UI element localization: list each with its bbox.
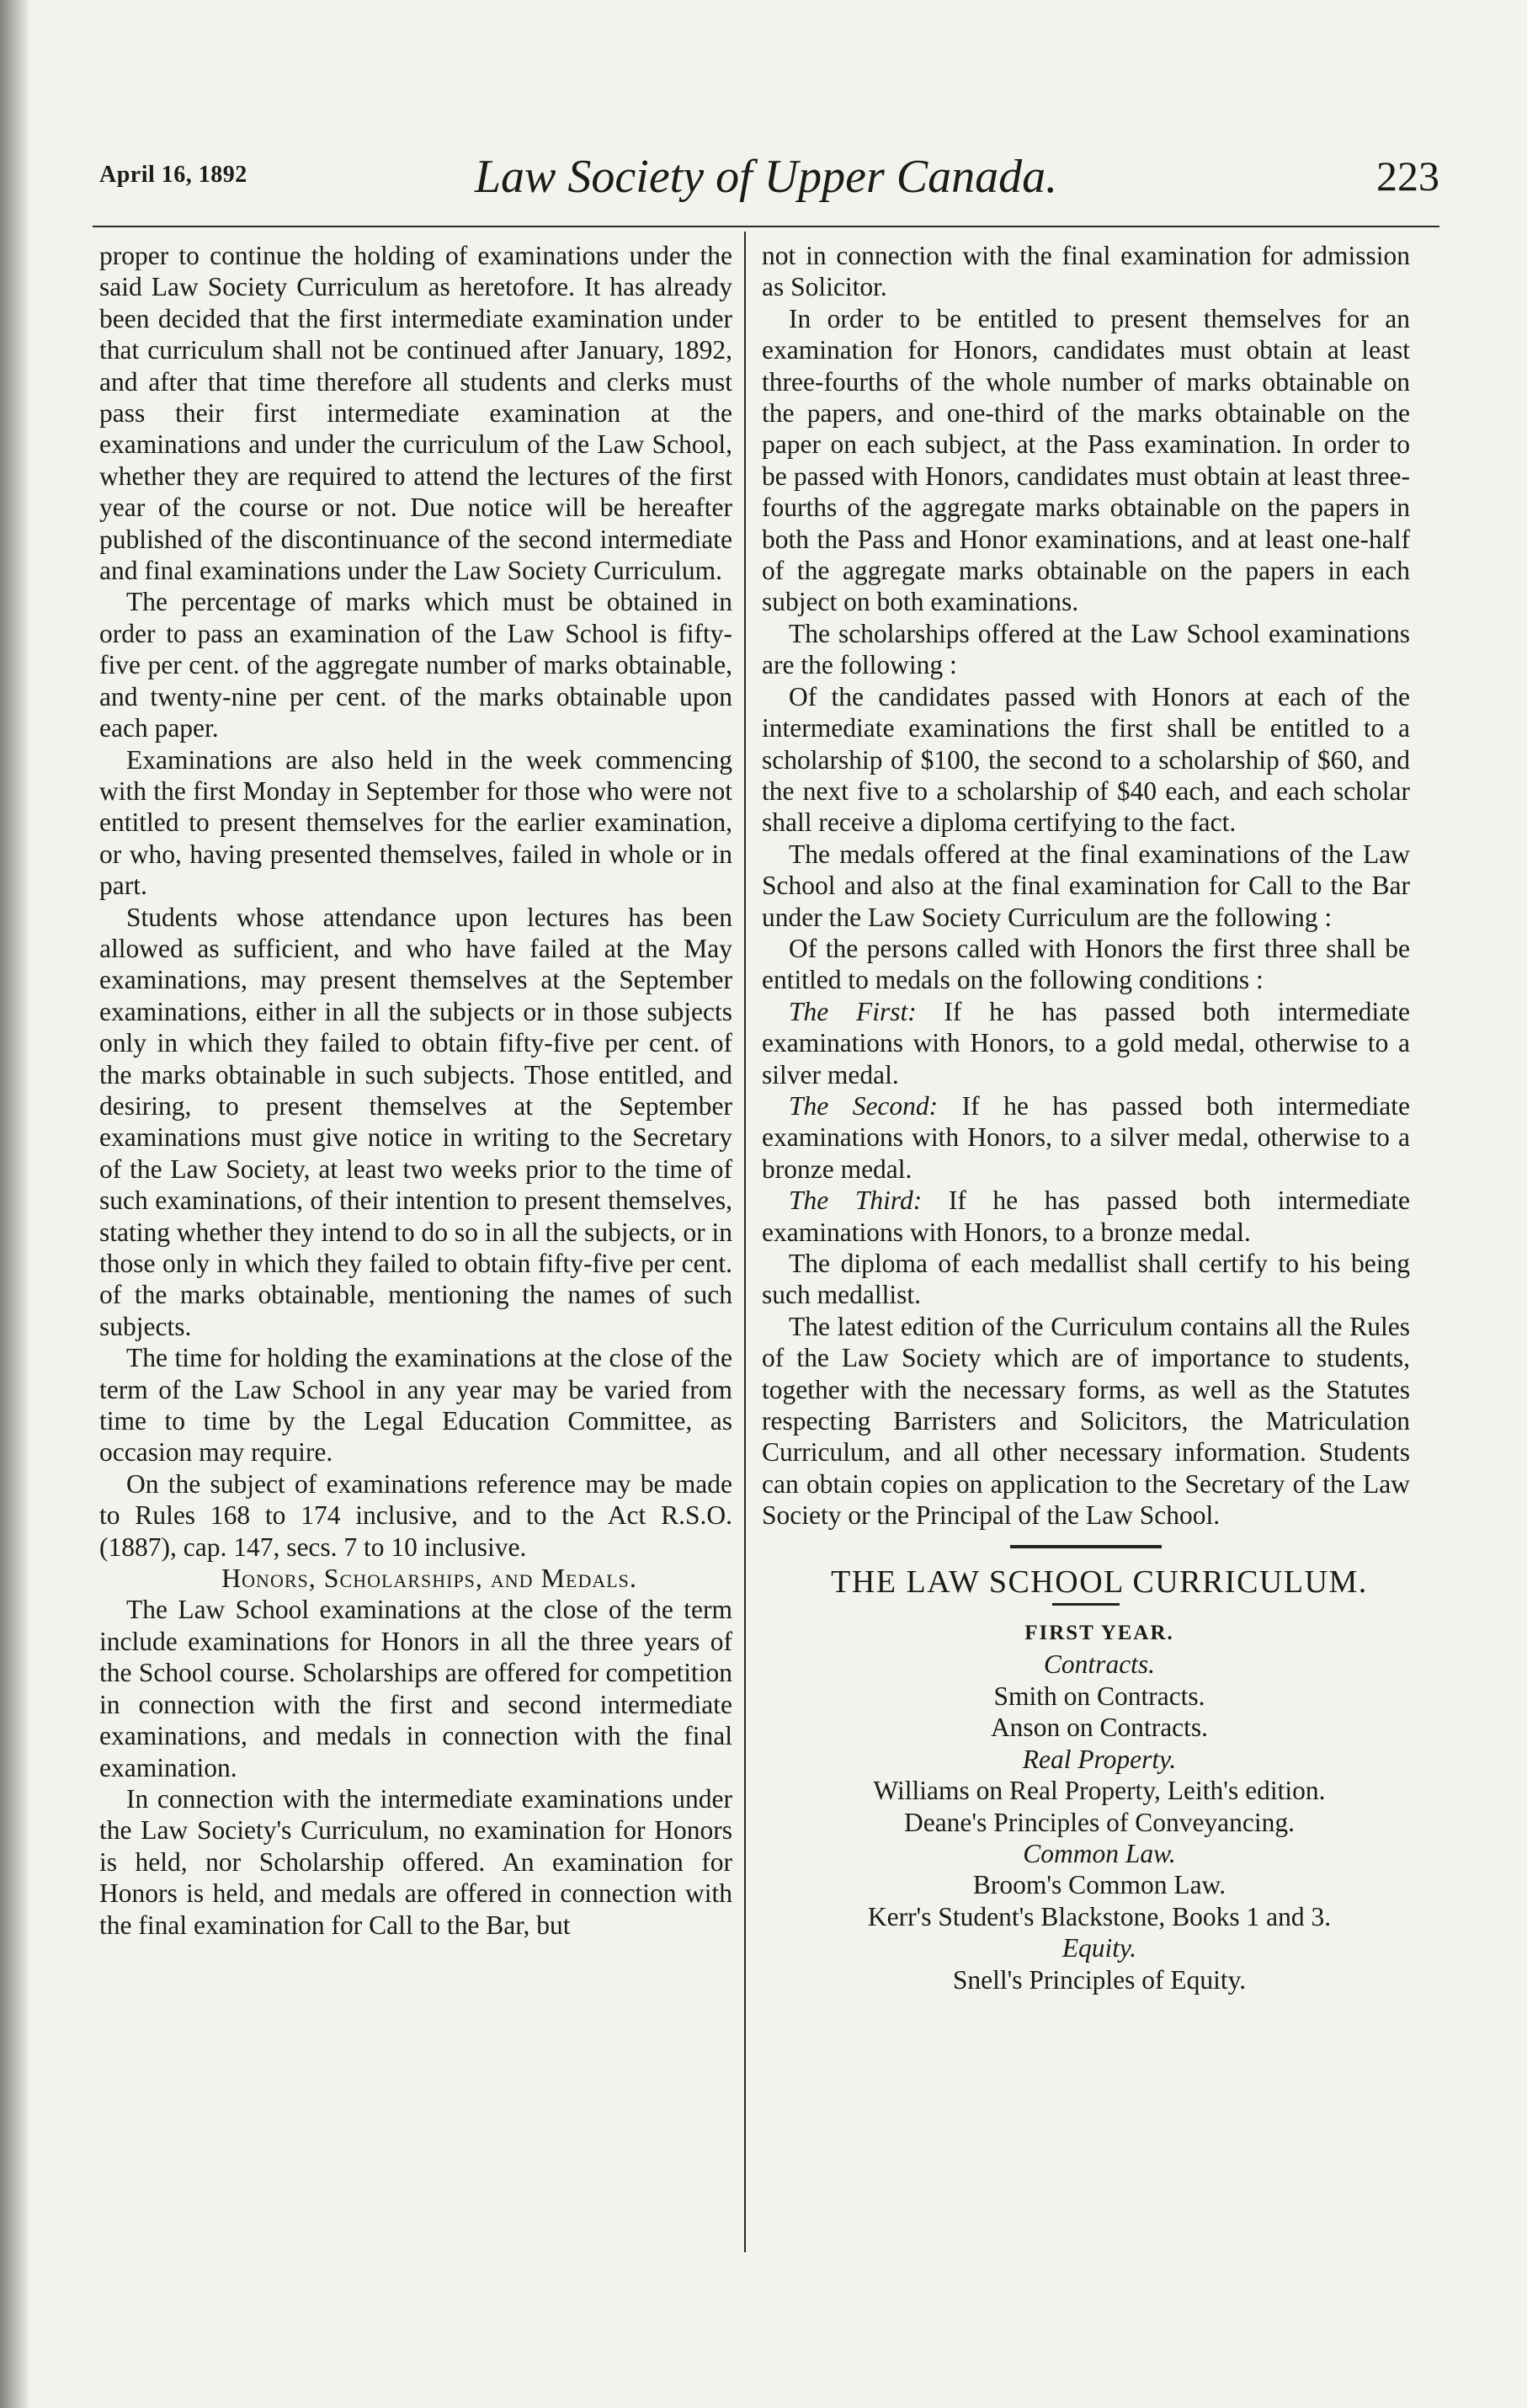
medal-text: If he has passed both intermediate examinations with Honors, to a silver medal, otherwise to a bronze medal. bbox=[762, 1090, 1411, 1184]
subject-heading: Equity. bbox=[1061, 1933, 1137, 1963]
book-item: Williams on Real Property, Leith's edition. bbox=[873, 1776, 1326, 1806]
paragraph: not in connection with the final examination for admission as Solicitor. bbox=[762, 241, 1410, 302]
medal-first bbox=[762, 996, 1410, 1090]
header-date: April 16, 1892 bbox=[99, 162, 247, 188]
medal-label: The First: bbox=[789, 996, 917, 1026]
paragraph: In connection with the intermediate examinations under the Law Society's Curriculum, no examination for Honors is held, nor Scholarship offered. An examination for Honors is held, and medals are offered in connection with the final examination for Call to the Bar, but bbox=[99, 1783, 732, 1940]
section-heading: Honors, Scholarships, and Medals. bbox=[221, 1563, 637, 1594]
subject-heading: Real Property. bbox=[1022, 1744, 1177, 1774]
paragraph: The diploma of each medallist shall certify to his being such medallist. bbox=[762, 1249, 1410, 1310]
paragraph: Of the candidates passed with Honors at each of the intermediate examinations the first shall be entitled to a scholarship of $100, the second to a scholarship of $60, and the next five to a scholarship of $40 each, and each scholar shall receive a diploma certifying to the fact. bbox=[762, 681, 1410, 838]
paragraph: The time for holding the examinations at the close of the term of the Law School in any year may be varied from time to time by the Legal Education Committee, as occasion may require. bbox=[99, 1343, 732, 1468]
book-item: Smith on Contracts. bbox=[993, 1681, 1205, 1711]
paragraph: On the subject of examinations reference may be made to Rules 168 to 174 inclusive, and to the Act R.S.O. (1887), cap. 147, secs. 7 to 10 inclusive. bbox=[99, 1468, 732, 1562]
book-item: Snell's Principles of Equity. bbox=[952, 1964, 1247, 1995]
book-item: Broom's Common Law. bbox=[972, 1870, 1226, 1900]
paragraph: proper to continue the holding of examinations under the said Law Society Curriculum as heretofore. It has already been decided that the first intermediate examination under that curriculum shall not be continued after January, 1892, and after that time therefore all students and clerks must pass their first intermediate examination at the examinations and under the curriculum of the Law School, whether they are required to attend the lectures of the first year of the course or not. Due notice will be hereafter published of the discontinuance of the second intermediate and final examinations under the Law Society Curriculum. bbox=[99, 241, 732, 586]
medal-label: The Second: bbox=[789, 1090, 939, 1121]
book-item: Anson on Contracts. bbox=[990, 1713, 1209, 1743]
paragraph: The medals offered at the final examinations of the Law School and also at the final examination for Call to the Bar under the Law Society Curriculum are the following : bbox=[762, 839, 1410, 932]
curriculum-year: FIRST YEAR. bbox=[1024, 1622, 1174, 1645]
paragraph: The Law School examinations at the close of the term include examinations for Honors in all the three years of the School course. Scholarships are offered for competition in connection with the first and second intermediate examinations, and medals in connection with the final examination. bbox=[99, 1595, 732, 1782]
section-rule bbox=[1010, 1545, 1162, 1548]
medal-third bbox=[762, 1185, 1410, 1248]
subject-heading: Common Law. bbox=[1023, 1838, 1176, 1868]
medal-label: The Third: bbox=[789, 1185, 923, 1216]
medal-second bbox=[762, 1090, 1410, 1185]
paragraph: In order to be entitled to present themselves for an examination for Honors, candidates must obtain at least three-fourths of the whole number of marks obtainable on the papers, and one-third of the marks obtainable on the paper on each subject, at the Pass examination. In order to be passed with Honors, candidates must obtain at least three-fourths of the aggregate marks obtainable on the papers in both the Pass and Honor examinations, and at least one-half of the aggregate marks obtainable on the papers in each subject on both examinations. bbox=[762, 303, 1410, 617]
column-divider bbox=[744, 232, 746, 2252]
paragraph: Students whose attendance upon lectures has been allowed as sufficient, and who have failed at the May examinations, may present themselves at the September examinations, either in all the subjects or in those subjects only in which they failed to obtain fifty-five per cent. of the marks obtainable in such subjects. Those entitled, and desiring, to present themselves at the September examinations must give notice in writing to the Secretary of the Law Society, at least two weeks prior to the time of such examinations, of their intention to present themselves, stating whether they intend to do so in all the subjects, or in those only in which they failed to obtain fifty-five per cent. of the marks obtainable, mentioning the names of such subjects. bbox=[99, 902, 732, 1341]
book-item: Kerr's Student's Blackstone, Books 1 and 3. bbox=[867, 1901, 1332, 1931]
title-rule bbox=[1052, 1603, 1120, 1606]
left-column bbox=[99, 240, 732, 1941]
page-header bbox=[93, 143, 1439, 219]
medal-text: If he has passed both intermediate examinations with Honors, to a bronze medal. bbox=[762, 1185, 1411, 1247]
header-title: Law Society of Upper Canada. bbox=[474, 151, 1058, 203]
paragraph: The latest edition of the Curriculum contains all the Rules of the Law Society which are of importance to students, together with the necessary forms, as well as the Statutes respecting Barristers and Solicitors, the Matriculation Curriculum, and all other necessary information. Students can obtain copies on application to the Secretary of the Law Society or the Principal of the Law School. bbox=[762, 1311, 1410, 1531]
paragraph: Of the persons called with Honors the first three shall be entitled to medals on the following conditions : bbox=[762, 933, 1410, 995]
subject-heading: Contracts. bbox=[1043, 1649, 1156, 1680]
header-rule bbox=[93, 226, 1439, 227]
paragraph: The percentage of marks which must be obtained in order to pass an examination of the Law School is fifty-five per cent. of the aggregate number of marks obtainable, and twenty-nine per cent. of the marks obtainable upon each paper. bbox=[99, 587, 732, 743]
page-edge-shadow bbox=[0, 0, 30, 2408]
medal-text: If he has passed both intermediate examinations with Honors, to a gold medal, otherwise to a silver medal. bbox=[762, 996, 1410, 1089]
page-number: 223 bbox=[1376, 152, 1439, 200]
paragraph: The scholarships offered at the Law School examinations are the following : bbox=[762, 618, 1410, 680]
curriculum-title: THE LAW SCHOOL CURRICULUM. bbox=[831, 1564, 1368, 1600]
book-item: Deane's Principles of Conveyancing. bbox=[903, 1807, 1296, 1837]
paragraph: Examinations are also held in the week commencing with the first Monday in September for those who were not entitled to present themselves for the earlier examination, or who, having presented themselves, failed in whole or in part. bbox=[99, 744, 732, 901]
right-column bbox=[762, 240, 1410, 1995]
